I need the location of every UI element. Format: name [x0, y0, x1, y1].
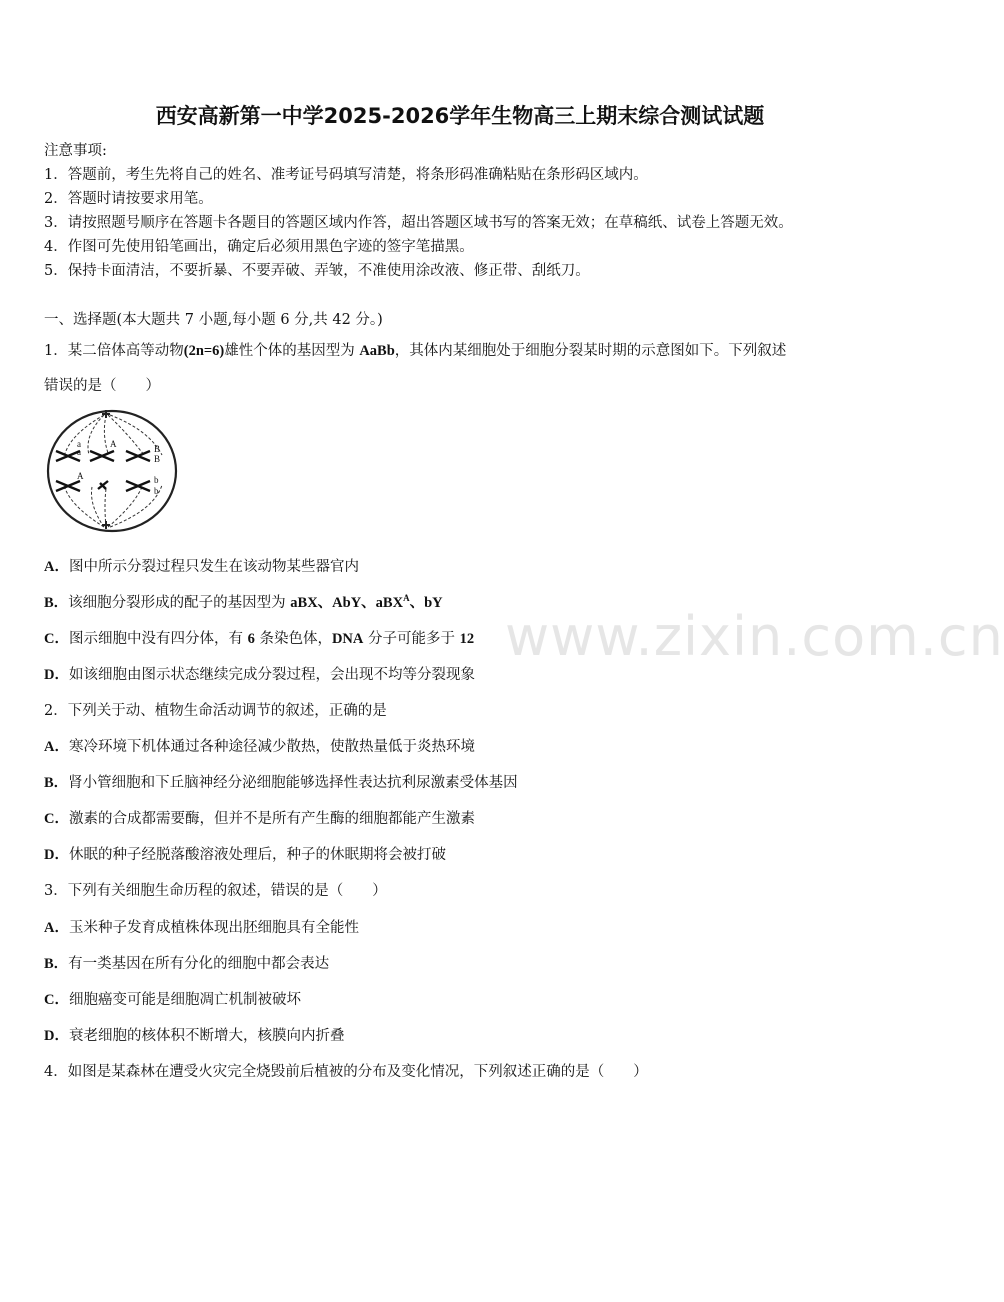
option-bold: 12: [459, 631, 475, 647]
option-letter: D．: [44, 667, 69, 683]
notice-item: 1．答题前，考生先将自己的姓名、准考证号码填写清楚，将条形码准确粘贴在条形码区域内。: [44, 167, 648, 183]
option-letter: D．: [44, 1028, 69, 1044]
option-superscript: A: [403, 593, 410, 604]
option-bold: 6: [247, 631, 255, 647]
gene-label: a: [77, 447, 81, 457]
option-a: [44, 555, 359, 576]
option-text: 条染色体，: [254, 631, 332, 647]
gene-label: a: [77, 439, 81, 449]
gene-label: b: [154, 486, 159, 496]
option-letter: B．: [44, 595, 69, 611]
question-number: 2．: [44, 703, 68, 719]
watermark: www.zixin.com.cn: [505, 605, 1004, 668]
option-c: [44, 807, 475, 828]
gene-label: b: [154, 475, 159, 485]
stem-text: 某二倍体高等动物: [67, 343, 184, 359]
gene-label: B: [154, 444, 161, 454]
option-c: [44, 627, 474, 648]
option-bold: 、bY: [409, 595, 443, 611]
notice-heading: 注意事项:: [44, 143, 107, 159]
notice-item: 5．保持卡面清洁，不要折暴、不要弄破、弄皱，不准使用涂改液、修正带、刮纸刀。: [44, 263, 590, 279]
option-text: 衰老细胞的核体积不断增大，核膜向内折叠: [68, 1028, 345, 1044]
option-letter: B．: [44, 775, 69, 791]
question-1-stem-line2: 错误的是（ ）: [44, 378, 160, 394]
option-letter: B．: [44, 956, 69, 972]
option-letter: D．: [44, 847, 69, 863]
option-text: 寒冷环境下机体通过各种途径减少散热，使散热量低于炎热环境: [68, 739, 475, 755]
option-b: [44, 952, 329, 973]
option-text: 分子可能多于: [363, 631, 460, 647]
question-4-stem: [44, 1060, 648, 1081]
option-text: 休眠的种子经脱落酸溶液处理后，种子的休眠期将会被打破: [68, 847, 446, 863]
option-text: 该细胞分裂形成的配子的基因型为: [68, 595, 291, 611]
option-text: 图中所示分裂过程只发生在该动物某些器官内: [68, 559, 359, 575]
stem-text: ，其体内某细胞处于细胞分裂某时期的示意图如下。下列叙述: [394, 343, 787, 359]
gene-label: A: [110, 439, 117, 449]
gene-label: A: [77, 471, 84, 481]
question-1-stem: [44, 339, 786, 360]
option-text: 图示细胞中没有四分体，有: [68, 631, 248, 647]
option-letter: C．: [44, 811, 69, 827]
stem-bold: AaBb: [359, 343, 395, 359]
option-bold: aBX、AbY、aBX: [290, 595, 404, 611]
question-2-stem: [44, 699, 387, 720]
gene-label: B: [154, 454, 161, 464]
option-bold: DNA: [331, 631, 364, 647]
option-d: [44, 1024, 344, 1045]
option-a: [44, 735, 475, 756]
option-c: [44, 988, 301, 1009]
option-letter: A．: [44, 920, 69, 936]
stem-text: 下列关于动、植物生命活动调节的叙述，正确的是: [67, 703, 387, 719]
stem-text: 下列有关细胞生命历程的叙述，错误的是（ ）: [67, 883, 387, 899]
stem-text: 如图是某森林在遭受火灾完全烧毁前后植被的分布及变化情况，下列叙述正确的是（ ）: [67, 1064, 648, 1080]
option-b: [44, 591, 443, 612]
notice-item: 2．答题时请按要求用笔。: [44, 191, 213, 207]
question-3-stem: [44, 879, 387, 900]
stem-bold: (2n=6): [183, 343, 225, 359]
option-b: [44, 771, 518, 792]
stem-text: 雄性个体的基因型为: [224, 343, 360, 359]
option-letter: A．: [44, 739, 69, 755]
section-heading: 一、选择题(本大题共 7 小题,每小题 6 分,共 42 分。): [44, 312, 383, 328]
option-letter: C．: [44, 992, 69, 1008]
option-letter: A．: [44, 559, 69, 575]
notice-item: 4．作图可先使用铅笔画出，确定后必须用黑色字迹的签字笔描黑。: [44, 239, 474, 255]
option-text: 激素的合成都需要酶，但并不是所有产生酶的细胞都能产生激素: [68, 811, 475, 827]
option-d: [44, 843, 446, 864]
option-a: [44, 916, 359, 937]
cell-division-diagram: [44, 405, 180, 535]
option-text: 如该细胞由图示状态继续完成分裂过程，会出现不均等分裂现象: [68, 667, 475, 683]
option-text: 有一类基因在所有分化的细胞中都会表达: [68, 956, 330, 972]
option-text: 肾小管细胞和下丘脑神经分泌细胞能够选择性表达抗利尿激素受体基因: [68, 775, 518, 791]
option-text: 细胞癌变可能是细胞凋亡机制被破坏: [68, 992, 301, 1008]
option-d: [44, 663, 475, 684]
notice-item: 3．请按照题号顺序在答题卡各题目的答题区域内作答，超出答题区域书写的答案无效；在草稿纸、试卷上答题无效。: [44, 215, 793, 231]
page-title: 西安高新第一中学2025-2026学年生物高三上期末综合测试试题: [155, 104, 765, 128]
question-number: 3．: [44, 883, 68, 899]
option-letter: C．: [44, 631, 69, 647]
question-number: 4．: [44, 1064, 68, 1080]
question-number: 1．: [44, 343, 68, 359]
option-text: 玉米种子发育成植株体现出胚细胞具有全能性: [68, 920, 359, 936]
